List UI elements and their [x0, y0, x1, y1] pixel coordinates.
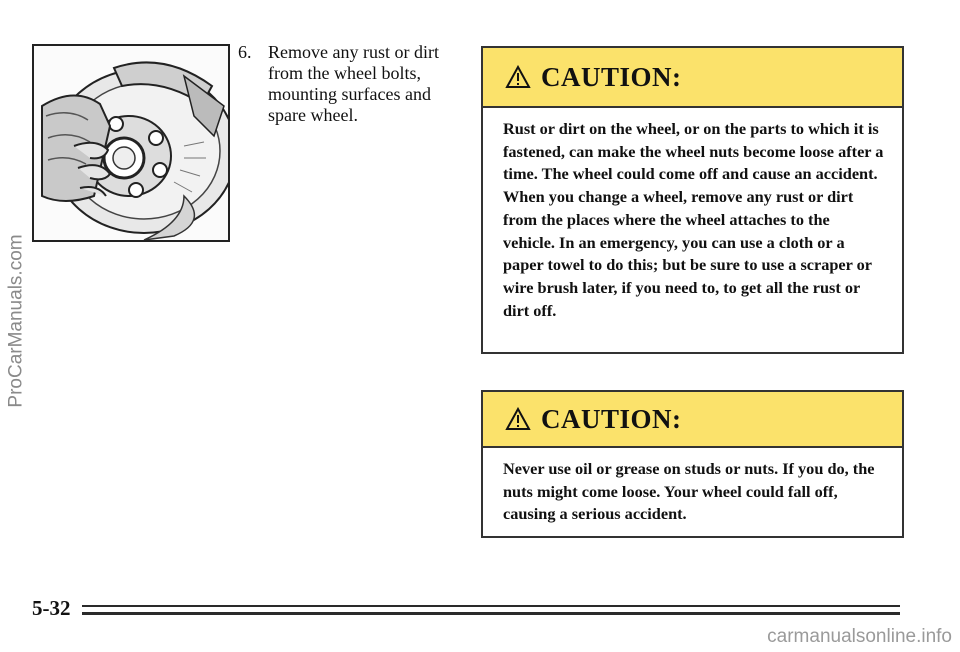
caution-header: [483, 48, 902, 108]
caution-header: [483, 392, 902, 448]
bottom-watermark: carmanualsonline.info: [767, 626, 952, 647]
side-watermark-text: ProCarManuals.com: [5, 234, 27, 408]
side-watermark: [0, 0, 26, 652]
hand-cleaning-wheel-hub-icon: [34, 46, 228, 240]
warning-triangle-icon: [505, 407, 531, 431]
caution-body-text: Rust or dirt on the wheel, or on the parts to which it is fastened, can make the wheel nuts become loose after a time. The wheel could come off and cause an accident. When you change a wheel, remove any rust or dirt from the places where the wheel attaches to the vehicle. In an emergency, you can use a cloth or a paper towel to do this; but be sure to use a scraper or wire brush later, if you need to, to get all the rust or dirt off.: [503, 119, 884, 320]
page-number: 5-32: [32, 596, 71, 620]
wheel-hub-illustration: [32, 44, 230, 242]
footer-rule-thick: [82, 612, 900, 615]
caution-body-text: Never use oil or grease on studs or nuts. If you do, the nuts might come loose. Your wheel could fall off, causing a serious accident.: [503, 459, 875, 524]
caution-heading: CAUTION:: [541, 61, 682, 92]
step-text: Remove any rust or dirt from the wheel bolts, mounting surfaces and spare wheel.: [268, 42, 439, 125]
footer-rule-thin: [82, 605, 900, 607]
caution-box-rust: [481, 46, 904, 354]
warning-triangle-icon: [505, 65, 531, 89]
step-number: 6.: [238, 42, 252, 62]
caution-heading: CAUTION:: [541, 403, 682, 434]
caution-box-grease: [481, 390, 904, 538]
